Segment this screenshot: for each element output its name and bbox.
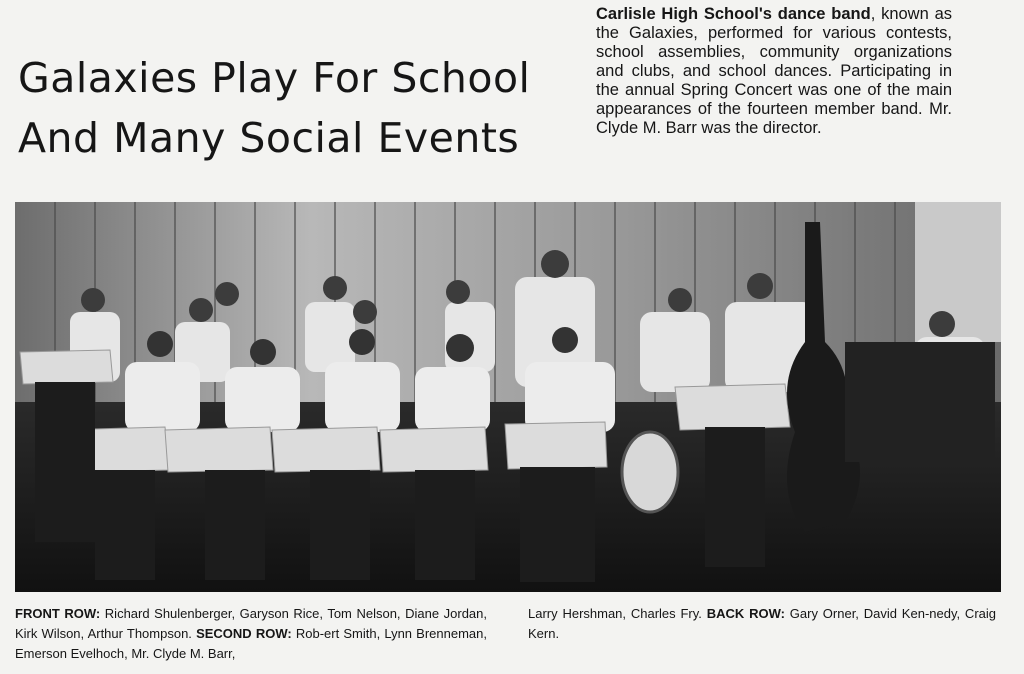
intro-paragraph xyxy=(596,5,952,138)
caption-right xyxy=(528,604,996,644)
back-row-names: Gary Orner, David Ken-nedy, Craig Kern. xyxy=(528,606,997,641)
headline-line-1: Galaxies Play For School xyxy=(18,54,531,102)
band-photo xyxy=(15,202,1001,592)
caption-left xyxy=(15,604,487,664)
second-row-label: SECOND ROW: xyxy=(196,626,292,641)
second-row-names: Rob-ert Smith, Lynn Brenneman, Emerson Evelhoch, Mr. Clyde M. Barr, xyxy=(15,626,487,661)
band-photo-illustration xyxy=(15,202,1001,592)
intro-lead: Carlisle High School's dance band xyxy=(596,5,871,23)
second-row-names-cont: Larry Hershman, Charles Fry. xyxy=(528,606,707,621)
front-row-names: Richard Shulenberger, Garyson Rice, Tom Nelson, Diane Jordan, Kirk Wilson, Arthur Thompson. xyxy=(15,606,488,641)
headline-line-2: And Many Social Events xyxy=(18,114,520,162)
front-row-label: FRONT ROW: xyxy=(15,606,101,621)
headline xyxy=(18,48,558,168)
back-row-label: BACK ROW: xyxy=(706,606,785,621)
intro-body: , known as the Galaxies, performed for various contests, school assemblies, community organizations and clubs, and school dances. Participating in the annual Spring Concert was one of the main appearances of the fourteen member band. Mr. Clyde M. Barr was the director. xyxy=(596,5,952,137)
